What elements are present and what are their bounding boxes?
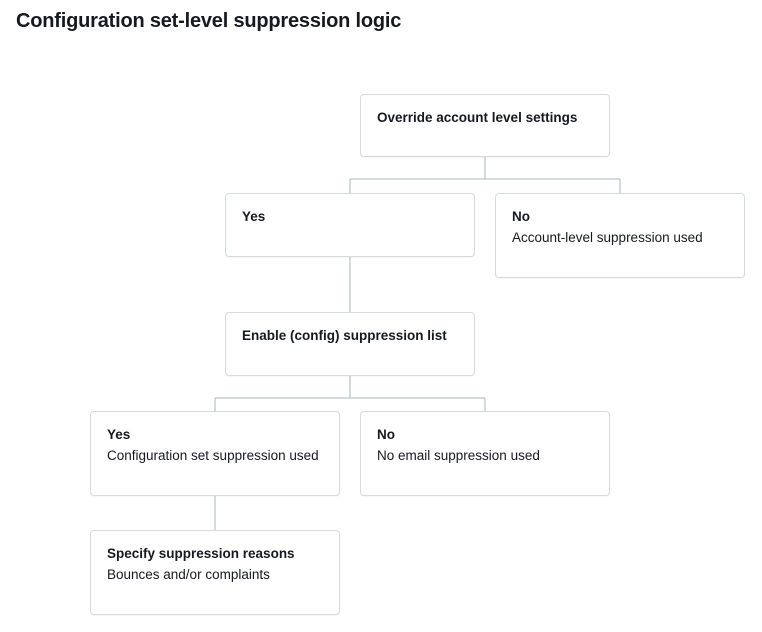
node-subtitle: No email suppression used [377, 448, 540, 463]
node-enable-config-suppression-list[interactable] [225, 312, 475, 376]
node-title: No [512, 209, 530, 224]
node-title: Yes [107, 427, 131, 442]
node-subtitle: Account-level suppression used [512, 230, 703, 245]
node-enable-yes[interactable] [90, 411, 340, 496]
node-override-yes[interactable] [225, 193, 475, 257]
page-title: Configuration set-level suppression logic [16, 10, 402, 32]
node-specify-suppression-reasons[interactable] [90, 530, 340, 615]
node-title: No [377, 427, 395, 442]
node-override-account-level-settings[interactable] [360, 94, 610, 157]
node-subtitle: Configuration set suppression used [107, 448, 319, 463]
node-title: Enable (config) suppression list [242, 328, 447, 343]
node-title: Specify suppression reasons [107, 546, 295, 561]
node-subtitle: Bounces and/or complaints [107, 567, 270, 582]
node-title: Yes [242, 209, 266, 224]
node-enable-no[interactable] [360, 411, 610, 496]
node-title: Override account level settings [377, 110, 578, 125]
node-override-no[interactable] [495, 193, 745, 278]
